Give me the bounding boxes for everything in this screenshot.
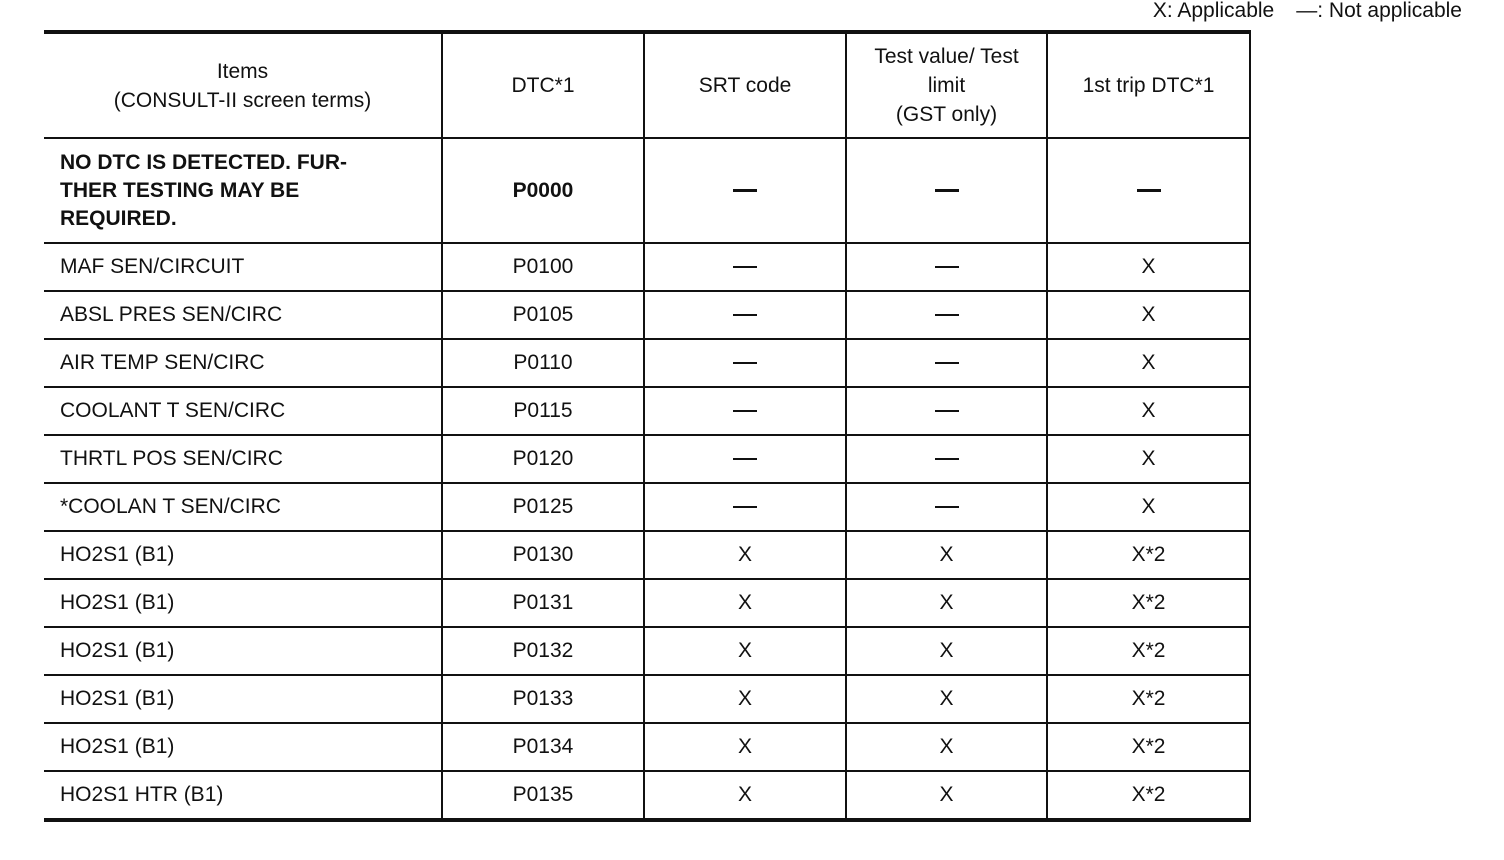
cell-item: HO2S1 (B1): [44, 723, 442, 771]
cell-item: HO2S1 (B1): [44, 531, 442, 579]
cell-item: HO2S1 (B1): [44, 579, 442, 627]
not-applicable-dash: [935, 362, 959, 364]
header-srt: SRT code: [644, 32, 846, 138]
table-row: [44, 579, 1250, 627]
not-applicable-dash: [733, 458, 757, 460]
table-row: [44, 435, 1250, 483]
not-applicable-dash: [733, 266, 757, 268]
cell-dtc: P0135: [442, 771, 644, 820]
cell-test: [846, 339, 1047, 387]
header-test-line1: Test value/ Test: [874, 45, 1019, 68]
cell-test: [846, 435, 1047, 483]
cell-item: HO2S1 HTR (B1): [44, 771, 442, 820]
cell-test: X: [846, 771, 1047, 820]
not-applicable-dash: [935, 189, 959, 192]
cell-test: X: [846, 723, 1047, 771]
header-test-value: [846, 32, 1047, 138]
cell-item: MAF SEN/CIRCUIT: [44, 243, 442, 291]
table-row: [44, 339, 1250, 387]
cell-srt: [644, 291, 846, 339]
not-applicable-dash: [935, 410, 959, 412]
table-body: [44, 138, 1250, 820]
cell-srt: [644, 243, 846, 291]
cell-srt: [644, 339, 846, 387]
cell-test: X: [846, 579, 1047, 627]
cell-srt: X: [644, 627, 846, 675]
header-first-trip: 1st trip DTC*1: [1047, 32, 1250, 138]
cell-dtc: P0125: [442, 483, 644, 531]
not-applicable-dash: [1137, 189, 1161, 192]
table-row: [44, 771, 1250, 820]
cell-test: [846, 483, 1047, 531]
cell-first-trip: X: [1047, 483, 1250, 531]
header-items-line1: Items: [216, 59, 269, 83]
cell-first-trip: [1047, 138, 1250, 243]
cell-srt: [644, 138, 846, 243]
not-applicable-dash: [935, 314, 959, 316]
header-test-line2: limit: [927, 74, 966, 97]
cell-first-trip: X: [1047, 243, 1250, 291]
cell-first-trip: X: [1047, 291, 1250, 339]
legend: [1153, 0, 1462, 24]
not-applicable-dash: [733, 362, 757, 364]
not-applicable-dash: [733, 506, 757, 508]
header-items-line2: (CONSULT-II screen terms): [113, 88, 372, 112]
not-applicable-dash: [733, 314, 757, 316]
cell-dtc: P0132: [442, 627, 644, 675]
legend-not-applicable: —: Not applicable: [1296, 0, 1462, 22]
cell-first-trip: X*2: [1047, 579, 1250, 627]
not-applicable-dash: [935, 266, 959, 268]
cell-srt: X: [644, 771, 846, 820]
cell-dtc: P0130: [442, 531, 644, 579]
table-row: [44, 387, 1250, 435]
cell-first-trip: X: [1047, 387, 1250, 435]
cell-item-line: NO DTC IS DETECTED. FUR-: [60, 150, 347, 174]
cell-dtc: P0115: [442, 387, 644, 435]
table-row: [44, 723, 1250, 771]
cell-first-trip: X*2: [1047, 771, 1250, 820]
cell-item: ABSL PRES SEN/CIRC: [44, 291, 442, 339]
cell-srt: X: [644, 675, 846, 723]
cell-dtc: P0133: [442, 675, 644, 723]
cell-item: COOLANT T SEN/CIRC: [44, 387, 442, 435]
table-row: [44, 291, 1250, 339]
legend-applicable: X: Applicable: [1152, 0, 1275, 22]
cell-first-trip: X*2: [1047, 627, 1250, 675]
cell-srt: X: [644, 579, 846, 627]
cell-item: HO2S1 (B1): [44, 627, 442, 675]
cell-dtc: P0000: [442, 138, 644, 243]
cell-test: [846, 387, 1047, 435]
cell-test: [846, 291, 1047, 339]
cell-dtc: P0105: [442, 291, 644, 339]
not-applicable-dash: [935, 458, 959, 460]
cell-test: X: [846, 531, 1047, 579]
cell-first-trip: X*2: [1047, 531, 1250, 579]
cell-dtc: P0131: [442, 579, 644, 627]
cell-dtc: P0100: [442, 243, 644, 291]
cell-srt: [644, 483, 846, 531]
cell-srt: [644, 387, 846, 435]
dtc-table: [44, 30, 1251, 822]
cell-dtc: P0134: [442, 723, 644, 771]
table-row: [44, 483, 1250, 531]
header-dtc: DTC*1: [442, 32, 644, 138]
cell-test: X: [846, 675, 1047, 723]
header-row: [44, 32, 1250, 138]
cell-first-trip: X*2: [1047, 723, 1250, 771]
cell-dtc: P0120: [442, 435, 644, 483]
table-row: [44, 675, 1250, 723]
cell-item-line: THER TESTING MAY BE: [60, 178, 300, 202]
cell-dtc: P0110: [442, 339, 644, 387]
table-row: [44, 627, 1250, 675]
header-items: [44, 32, 442, 138]
table-header: [44, 32, 1250, 138]
cell-item: AIR TEMP SEN/CIRC: [44, 339, 442, 387]
cell-item: THRTL POS SEN/CIRC: [44, 435, 442, 483]
cell-item: *COOLAN T SEN/CIRC: [44, 483, 442, 531]
not-applicable-dash: [935, 506, 959, 508]
cell-item: [44, 138, 442, 243]
cell-item-line: REQUIRED.: [60, 206, 177, 230]
table-row: [44, 531, 1250, 579]
cell-srt: [644, 435, 846, 483]
cell-first-trip: X: [1047, 435, 1250, 483]
header-test-line3: (GST only): [895, 103, 998, 126]
cell-item: HO2S1 (B1): [44, 675, 442, 723]
cell-first-trip: X: [1047, 339, 1250, 387]
cell-first-trip: X*2: [1047, 675, 1250, 723]
cell-test: [846, 138, 1047, 243]
table-row: [44, 138, 1250, 243]
table-row: [44, 243, 1250, 291]
not-applicable-dash: [733, 410, 757, 412]
not-applicable-dash: [733, 189, 757, 192]
cell-srt: X: [644, 723, 846, 771]
cell-test: X: [846, 627, 1047, 675]
cell-test: [846, 243, 1047, 291]
cell-srt: X: [644, 531, 846, 579]
